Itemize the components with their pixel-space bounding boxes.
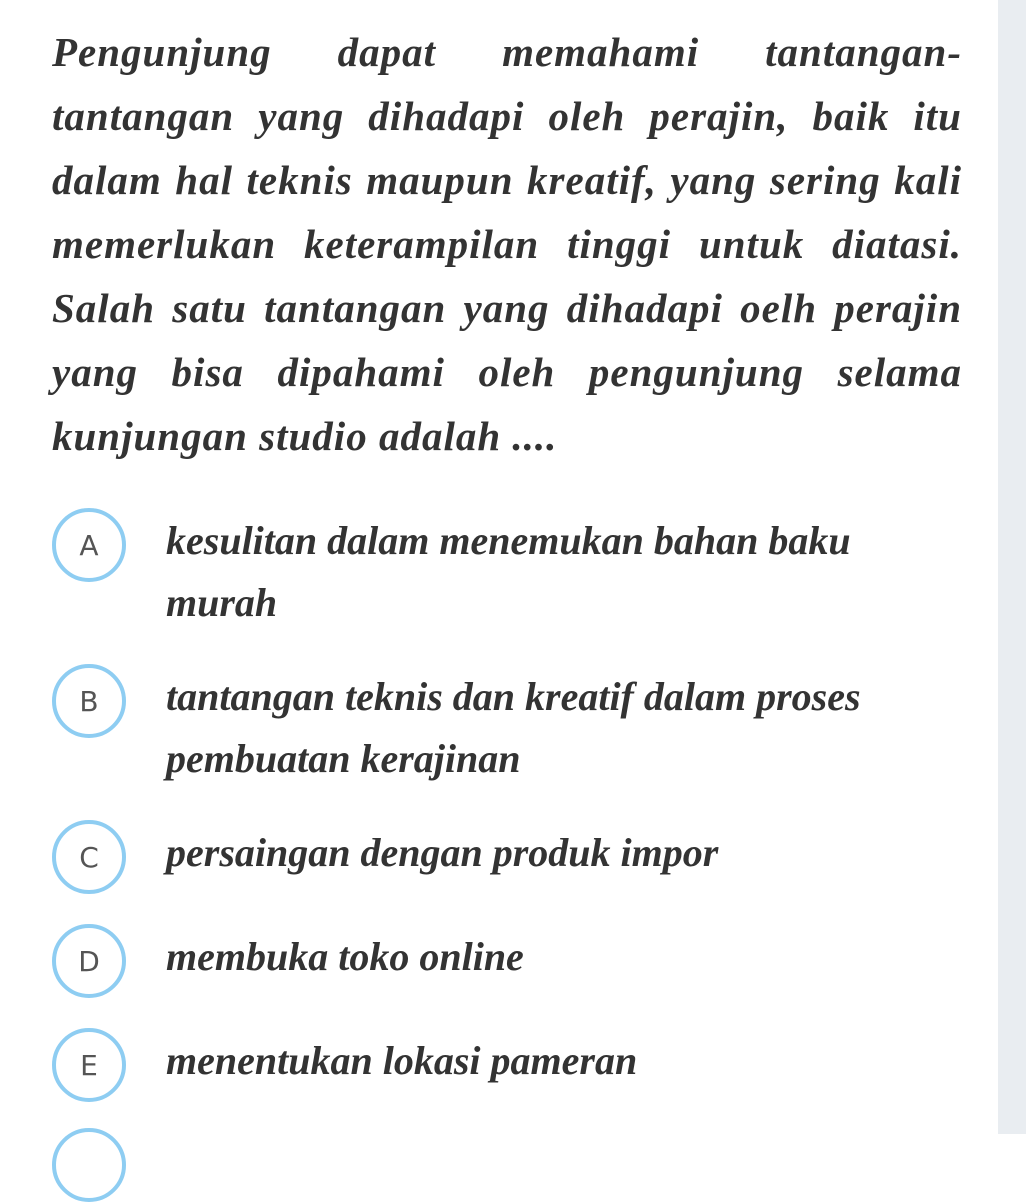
option-b[interactable] [52, 664, 962, 790]
option-letter-a[interactable]: A [52, 508, 126, 582]
option-letter-c[interactable]: C [52, 820, 126, 894]
next-option-circle-partial [52, 1128, 126, 1202]
option-text-e[interactable]: menentukan lokasi pameran [166, 1038, 638, 1083]
question-text: Pengunjung dapat memahami tantangan-tantangan yang dihadapi oleh perajin, baik itu dalam hal teknis maupun kreatif, yang sering kali memerlukan keterampilan tinggi untuk diatasi. Salah satu tantangan yang dihadapi oelh perajin yang bisa dipahami oleh pengunjung selama kunjungan studio adalah .... [52, 29, 962, 459]
option-a[interactable] [52, 508, 962, 634]
scrollbar[interactable] [998, 0, 1026, 1134]
option-d[interactable] [52, 924, 962, 998]
option-c[interactable] [52, 820, 962, 894]
answer-options [52, 508, 962, 1132]
option-e[interactable] [52, 1028, 962, 1102]
option-text-d[interactable]: membuka toko online [166, 934, 524, 979]
option-letter-b[interactable]: B [52, 664, 126, 738]
option-letter-e[interactable]: E [52, 1028, 126, 1102]
option-letter-d[interactable]: D [52, 924, 126, 998]
option-text-b[interactable]: tantangan teknis dan kreatif dalam proses pembuatan kerajinan [166, 674, 861, 781]
option-text-a[interactable]: kesulitan dalam menemukan bahan baku murah [166, 518, 851, 625]
option-text-c[interactable]: persaingan dengan produk impor [166, 830, 719, 875]
